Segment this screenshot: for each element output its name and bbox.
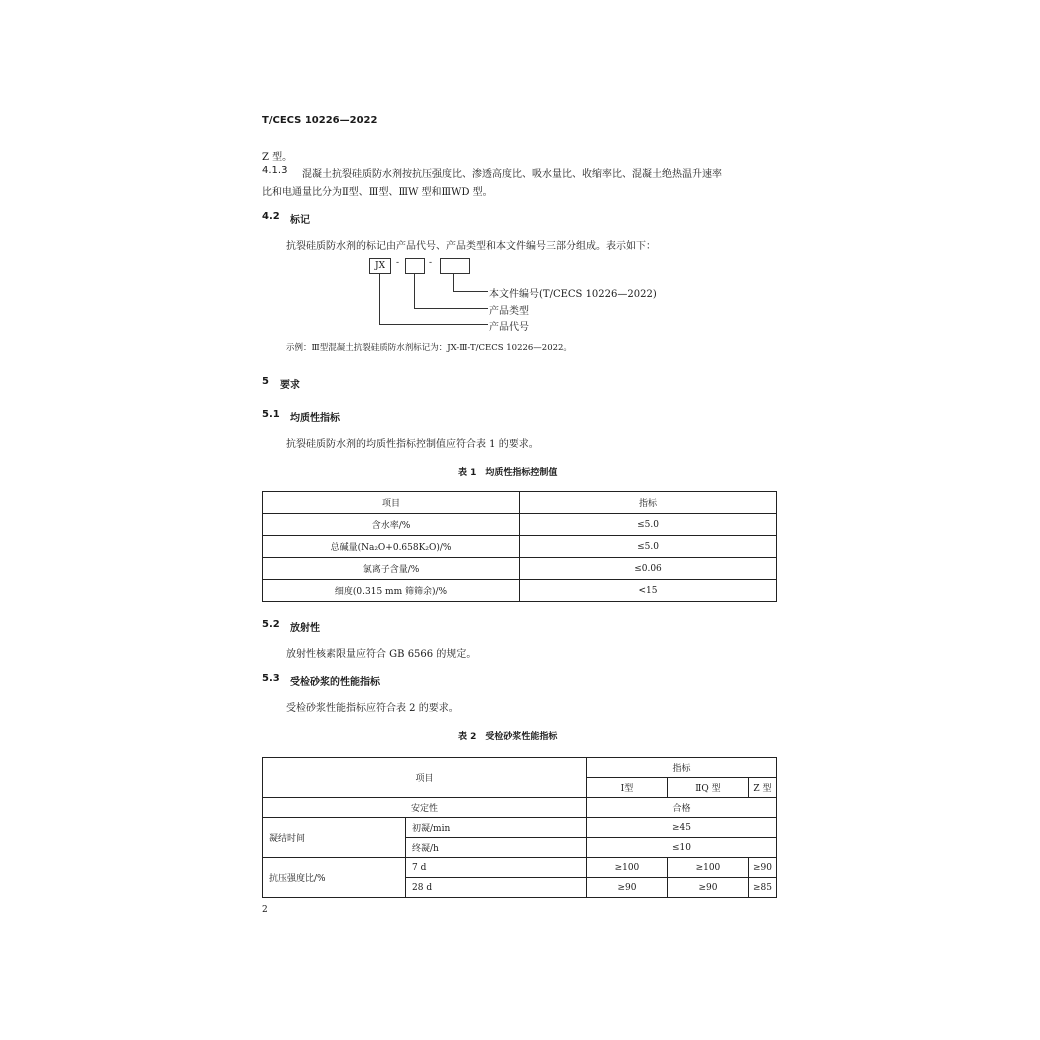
table2-28d-label: 28 d	[406, 878, 587, 898]
table1-cell-value: ≤5.0	[520, 514, 777, 536]
table2-28d-type1: ≥90	[586, 878, 667, 898]
marking-connector-doc-h	[453, 291, 488, 292]
section-51-text: 抗裂硅质防水剂的均质性指标控制值应符合表 1 的要求。	[286, 439, 539, 450]
table2-header-row-1	[263, 758, 777, 778]
table1-cell-value: ≤0.06	[520, 558, 777, 580]
section-5-number: 5	[262, 376, 269, 387]
table2-7d-type1: ≥100	[586, 858, 667, 878]
marking-dash-1: -	[396, 258, 400, 268]
section-5-title: 要求	[280, 380, 300, 391]
table1-header-row	[263, 492, 777, 514]
table2-28d-type2q: ≥90	[667, 878, 748, 898]
table2-28d-typez: ≥85	[748, 878, 776, 898]
table-row	[263, 818, 777, 838]
marking-label-doc-number: 本文件编号(T/CECS 10226—2022)	[489, 289, 657, 300]
table-row	[263, 558, 777, 580]
section-51-number: 5.1	[262, 409, 280, 420]
table1-cell-item: 细度(0.315 mm 筛筛余)/%	[263, 580, 520, 602]
table1-cell-item: 氯离子含量/%	[263, 558, 520, 580]
table2-caption: 表 2 受检砂浆性能指标	[458, 732, 558, 742]
marking-label-product-type: 产品类型	[489, 306, 529, 317]
table2-initial-set-value: ≥45	[586, 818, 776, 838]
marking-label-product-code: 产品代号	[489, 322, 529, 333]
section-53-title: 受检砂浆的性能指标	[290, 677, 380, 688]
marking-box-doc-number	[440, 258, 470, 274]
table-row	[263, 858, 777, 878]
table2-header-item: 项目	[263, 758, 587, 798]
marking-example: 示例：Ⅲ型混凝土抗裂硅质防水剂标记为：JX-Ⅲ-T/CECS 10226—2022。	[286, 343, 572, 353]
table-row	[263, 514, 777, 536]
table2-stability-value: 合格	[586, 798, 776, 818]
table2-initial-set-label: 初凝/min	[406, 818, 587, 838]
table2-header-type-1: Ⅰ型	[586, 778, 667, 798]
table1-caption: 表 1 均质性指标控制值	[458, 468, 558, 478]
table2-mortar-performance	[262, 757, 777, 898]
table2-7d-type2q: ≥100	[667, 858, 748, 878]
table1-header-item: 项目	[263, 492, 520, 514]
section-52-number: 5.2	[262, 619, 280, 630]
table2-final-set-label: 终凝/h	[406, 838, 587, 858]
marking-connector-doc-v	[453, 273, 454, 292]
table2-header-index: 指标	[586, 758, 776, 778]
section-42-number: 4.2	[262, 211, 280, 222]
page-number: 2	[262, 905, 268, 915]
table-row	[263, 536, 777, 558]
table1-cell-value: ≤5.0	[520, 536, 777, 558]
marking-intro-text: 抗裂硅质防水剂的标记由产品代号、产品类型和本文件编号三部分组成。表示如下：	[286, 241, 656, 252]
table1-cell-value: <15	[520, 580, 777, 602]
marking-connector-type-v	[414, 273, 415, 309]
section-51-title: 均质性指标	[290, 413, 340, 424]
table2-setting-time-label: 凝结时间	[263, 818, 406, 858]
table2-header-type-z: Z 型	[748, 778, 776, 798]
table2-stability-label: 安定性	[263, 798, 587, 818]
marking-box-product-code: JX	[369, 258, 391, 274]
marking-connector-type-h	[414, 308, 488, 309]
standard-code-header: T/CECS 10226—2022	[262, 115, 378, 126]
table-row	[263, 798, 777, 818]
table-row	[263, 580, 777, 602]
table1-header-index: 指标	[520, 492, 777, 514]
clause-413-text-line1: 混凝土抗裂硅质防水剂按抗压强度比、渗透高度比、吸水量比、收缩率比、混凝土绝热温升速率	[302, 169, 722, 180]
table1-cell-item: 含水率/%	[263, 514, 520, 536]
table2-strength-ratio-label: 抗压强度比/%	[263, 858, 406, 898]
clause-413-number: 4.1.3	[262, 165, 288, 176]
table2-header-type-2q: ⅡQ 型	[667, 778, 748, 798]
table2-7d-label: 7 d	[406, 858, 587, 878]
section-52-title: 放射性	[290, 623, 320, 634]
marking-connector-code-h	[379, 324, 488, 325]
marking-dash-2: -	[429, 258, 433, 268]
clause-413-text-line2: 比和电通量比分为Ⅱ型、Ⅲ型、ⅢW 型和ⅢWD 型。	[262, 187, 493, 198]
marking-box-product-type	[405, 258, 425, 274]
section-52-text: 放射性核素限量应符合 GB 6566 的规定。	[286, 649, 477, 660]
section-53-text: 受检砂浆性能指标应符合表 2 的要求。	[286, 703, 459, 714]
section-53-number: 5.3	[262, 673, 280, 684]
table1-homogeneity	[262, 491, 777, 602]
marking-connector-code-v	[379, 273, 380, 325]
section-42-title: 标记	[290, 215, 310, 226]
table2-final-set-value: ≤10	[586, 838, 776, 858]
table1-cell-item: 总碱量(Na₂O+0.658K₂O)/%	[263, 536, 520, 558]
z-type-tail-text: Z 型。	[262, 152, 293, 163]
table2-7d-typez: ≥90	[748, 858, 776, 878]
